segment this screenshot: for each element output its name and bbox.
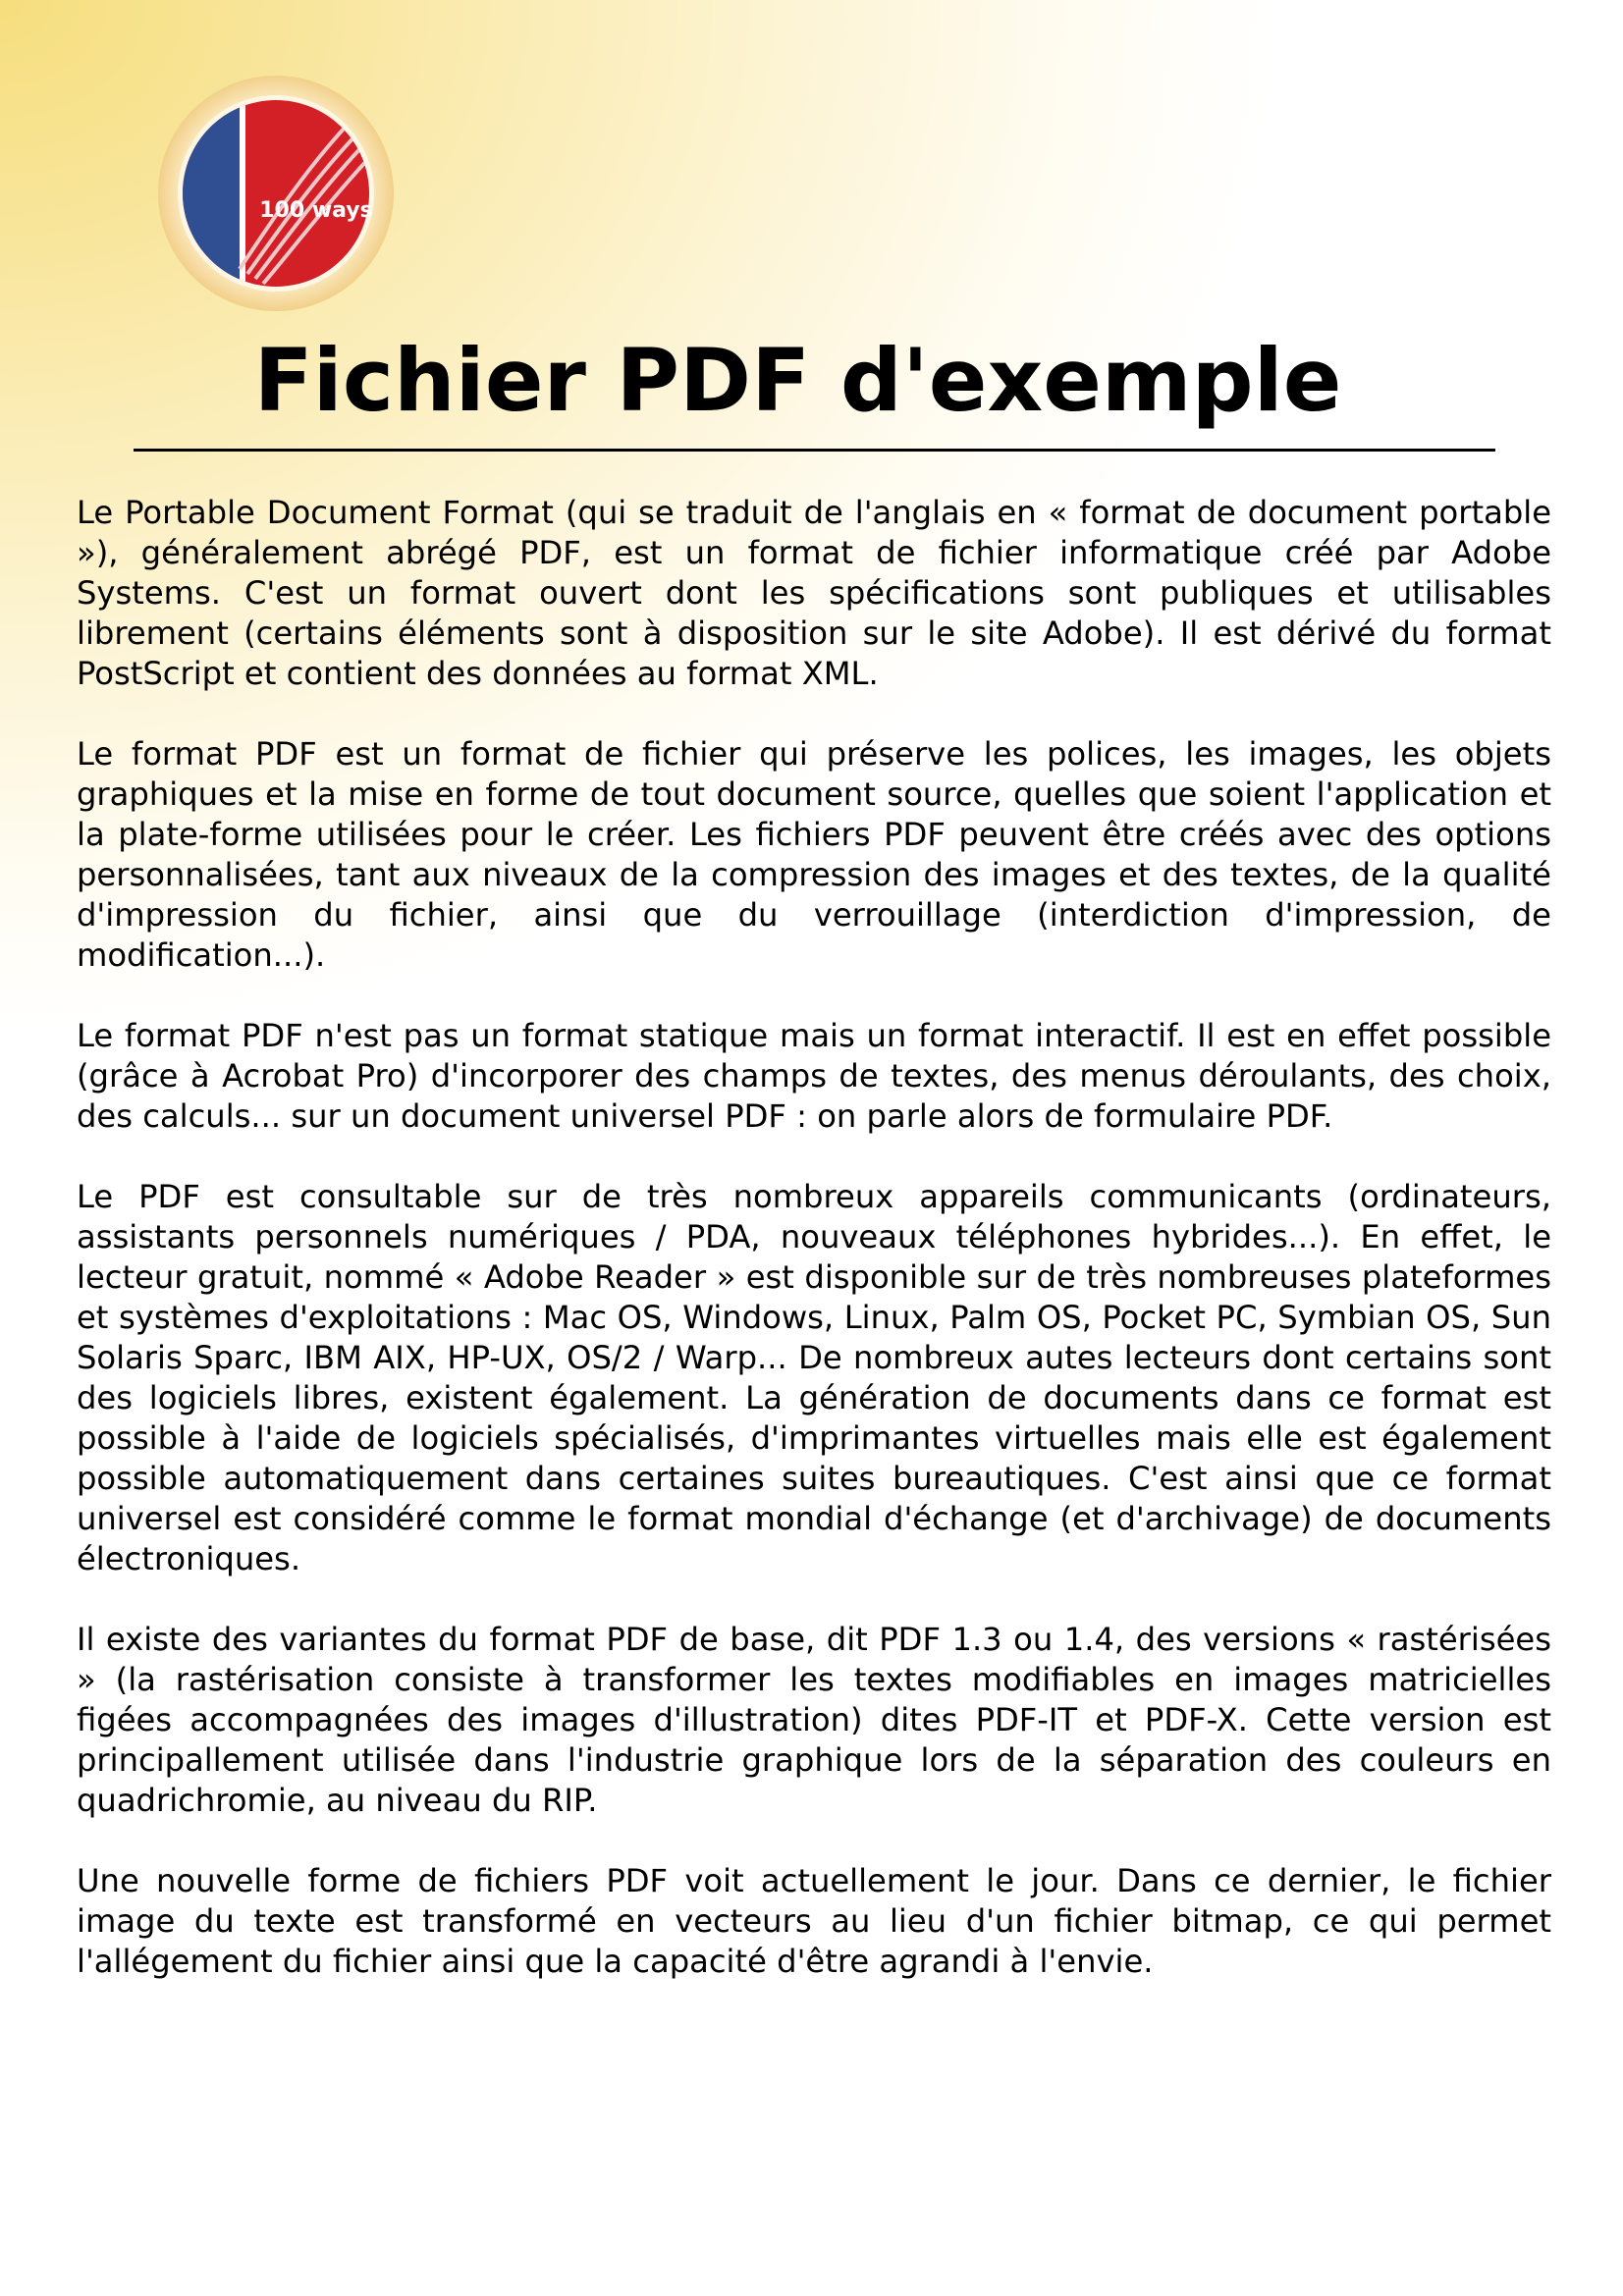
page-title: Fichier PDF d'exemple (253, 330, 1342, 431)
logo-graphic (155, 73, 397, 314)
logo-text: 100 ways (259, 198, 373, 223)
paragraph: Il existe des variantes du format PDF de base, dit PDF 1.3 ou 1.4, des versions « rastérisées » (la rastérisation consiste à transformer les textes modifiables en images matricielles figées accompagnées des images d'illustration) dites PDF-IT et PDF-X. Cette version est principallement utilisée dans l'industrie graphique lors de la séparation des couleurs en quadrichromie, au niveau du RIP. (77, 1621, 1551, 1819)
paragraph: Le PDF est consultable sur de très nombreux appareils communicants (ordinateurs, assistants personnels numériques / PDA, nouveaux téléphones hybrides...). En effet, le lecteur gratuit, nommé « Adobe Reader » est disponible sur de très nombreuses plateformes et systèmes d'exploitations : Mac OS, Windows, Linux, Palm OS, Pocket PC, Symbian OS, Sun Solaris Sparc, IBM AIX, HP-UX, OS/2 / Warp... De nombreux autes lecteurs dont certains sont des logiciels libres, existent également. La génération de documents dans ce format est possible à l'aide de logiciels spécialisés, d'imprimantes virtuelles mais elle est également possible automatiquement dans certaines suites bureautiques. C'est ainsi que ce format universel est considéré comme le format mondial d'échange (et d'archivage) de documents électroniques. (77, 1178, 1551, 1577)
title-underline (134, 449, 1495, 452)
paragraph: Une nouvelle forme de fichiers PDF voit actuellement le jour. Dans ce dernier, le fichier image du texte est transformé en vecteurs au lieu d'un fichier bitmap, ce qui permet l'allégement du fichier ainsi que la capacité d'être agrandi à l'envie. (77, 1862, 1551, 1980)
paragraph: Le format PDF est un format de fichier qui préserve les polices, les images, les objets graphiques et la mise en forme de tout document source, quelles que soient l'application et la plate-forme utilisées pour le créer. Les fichiers PDF peuvent être créés avec des options personnalisées, tant aux niveaux de la compression des images et des textes, de la qualité d'impression du fichier, ainsi que du verrouillage (interdiction d'impression, de modification...). (77, 735, 1551, 974)
paragraph: Le Portable Document Format (qui se traduit de l'anglais en « format de document portable »), généralement abrégé PDF, est un format de fichier informatique créé par Adobe Systems. C'est un format ouvert dont les spécifications sont publiques et utilisables librement (certains éléments sont à disposition sur le site Adobe). Il est dérivé du format PostScript et contient des données au format XML. (77, 494, 1551, 692)
logo-100ways (155, 73, 397, 314)
paragraph: Le format PDF n'est pas un format statique mais un format interactif. Il est en effet possible (grâce à Acrobat Pro) d'incorporer des champs de textes, des menus déroulants, des choix, des calculs... sur un document universel PDF : on parle alors de formulaire PDF. (77, 1017, 1551, 1135)
document-body (77, 493, 1551, 2022)
